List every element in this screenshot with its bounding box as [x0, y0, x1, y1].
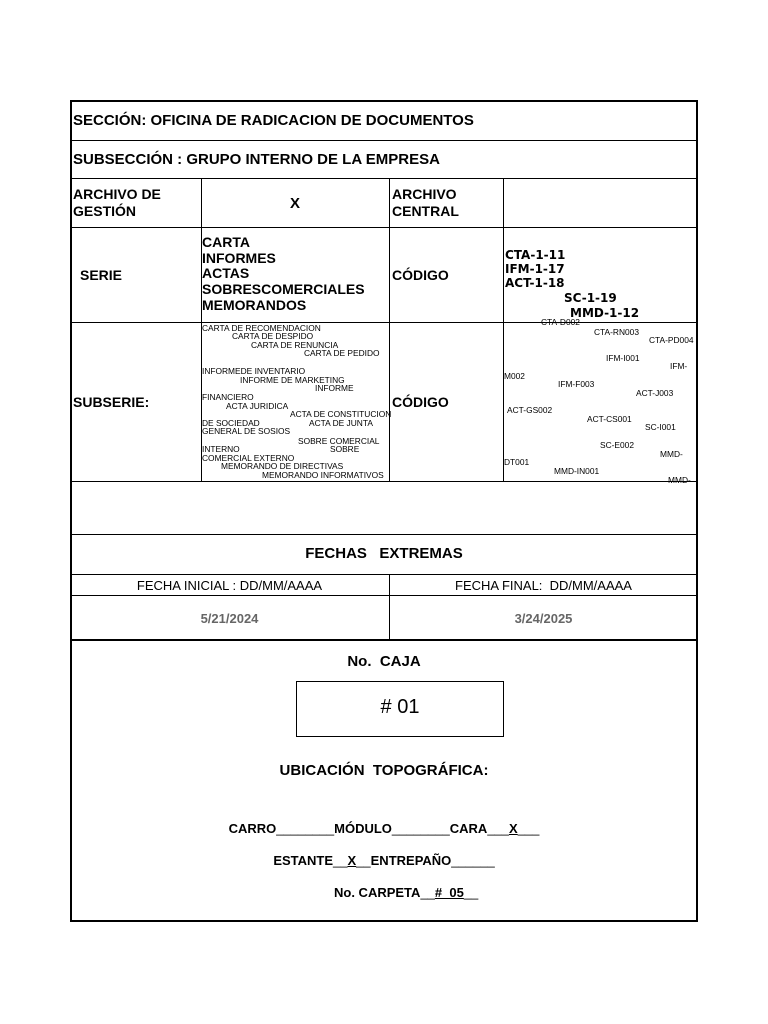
subserie-item: CARTA DE RENUNCIA: [251, 340, 339, 350]
subserie-item: ACTA JURIDICA: [226, 401, 289, 411]
subserie-code: IFM-F003: [558, 379, 595, 389]
column-line: [389, 178, 390, 482]
subserie-item: COMERCIAL EXTERNO: [202, 453, 295, 463]
caja-box: [296, 681, 504, 737]
subserie-code: M002: [504, 371, 525, 381]
fecha-final-value: 3/24/2025: [514, 611, 573, 626]
ubicacion-title: UBICACIÓN TOPOGRÁFICA:: [279, 762, 489, 779]
subserie-code: CTA-D002: [541, 317, 580, 327]
serie-item: ACTAS: [202, 265, 250, 282]
serie-item: INFORMES: [202, 249, 276, 266]
divider: [70, 481, 698, 482]
subserie-code: ACT-J003: [636, 388, 674, 398]
serie-list: [202, 235, 365, 314]
subserie-code: SC-E002: [600, 440, 634, 450]
divider: [70, 639, 698, 641]
carpeta-value: #_05: [434, 885, 464, 900]
archivo-central-label: ARCHIVO CENTRAL: [392, 186, 459, 219]
subserie-codigo-label: CÓDIGO: [392, 394, 449, 410]
divider: [70, 574, 698, 575]
fechas-title: FECHAS EXTREMAS: [305, 545, 463, 562]
border-bottom: [70, 920, 698, 922]
estante-value: X: [347, 853, 357, 868]
fecha-inicial-value: 5/21/2024: [200, 611, 259, 626]
subserie-label: SUBSERIE:: [73, 394, 150, 410]
subserie-code: MMD-: [660, 449, 683, 459]
serie-codigo-label: CÓDIGO: [392, 267, 449, 283]
section-title: SECCIÓN: OFICINA DE RADICACION DE DOCUMENTOS: [73, 112, 474, 129]
carro-line: CARRO________MÓDULO________CARA___X___: [228, 821, 540, 836]
subserie-item: INFORMEDE INVENTARIO: [202, 366, 306, 376]
subserie-code: ACT-CS001: [587, 414, 632, 424]
divider: [70, 534, 698, 535]
serie-code: MMD-1-12: [570, 306, 640, 320]
subserie-code: ACT-GS002: [507, 405, 553, 415]
caja-label: No. CAJA: [347, 653, 421, 670]
cara-value: X: [509, 821, 518, 836]
subserie-item: MEMORANDO DE DIRECTIVAS: [221, 461, 344, 471]
serie-item: MEMORANDOS: [202, 296, 307, 313]
caja-value: # 01: [380, 696, 420, 718]
carpeta-line: No. CARPETA__#_05__: [334, 885, 479, 900]
subsection-title: SUBSECCIÓN : GRUPO INTERNO DE LA EMPRESA: [73, 151, 440, 168]
serie-code: SC-1-19: [564, 291, 617, 305]
subserie-item: CARTA DE DESPIDO: [232, 331, 314, 341]
fecha-inicial-label: FECHA INICIAL : DD/MM/AAAA: [136, 578, 323, 593]
subserie-item: SOBRE: [330, 444, 360, 454]
subserie-code: CTA-RN003: [594, 327, 639, 337]
archivo-gestion-mark: X: [289, 195, 300, 212]
subserie-item: MEMORANDO INFORMATIVOS: [262, 470, 384, 480]
subserie-item: GENERAL DE SOSIOS: [202, 426, 291, 436]
subserie-code: SC-I001: [645, 422, 676, 432]
subserie-item: ACTA DE CONSTITUCION: [290, 409, 392, 419]
document-form: [70, 100, 698, 922]
border-top: [70, 100, 698, 102]
estante-line: ESTANTE__X__ENTREPAÑO______: [273, 853, 495, 868]
subserie-item: INFORME DE MARKETING: [240, 375, 345, 385]
subserie-code: DT001: [504, 457, 530, 467]
border-left: [70, 100, 72, 922]
serie-label: SERIE: [80, 267, 123, 283]
subserie-code: MMD-IN001: [554, 466, 600, 476]
subserie-item: DE SOCIEDAD: [202, 418, 260, 428]
subserie-code: CTA-PD004: [649, 335, 694, 345]
serie-code: ACT-1-18: [505, 276, 565, 290]
subserie-item: INFORME: [315, 383, 354, 393]
fecha-final-label: FECHA FINAL: DD/MM/AAAA: [455, 578, 632, 593]
subserie-item: CARTA DE PEDIDO: [304, 348, 380, 358]
subserie-code: MMD-: [668, 475, 691, 485]
divider: [70, 140, 698, 141]
subserie-item: CARTA DE RECOMENDACION: [202, 323, 321, 333]
divider: [70, 227, 698, 228]
serie-code: IFM-1-17: [505, 262, 565, 276]
subserie-item: SOBRE COMERCIAL: [298, 436, 380, 446]
serie-code: CTA-1-11: [505, 248, 566, 262]
border-right: [696, 100, 698, 922]
subserie-code: IFM-I001: [606, 353, 640, 363]
subserie-code: IFM-: [670, 361, 688, 371]
divider: [70, 595, 698, 596]
subserie-item: ACTA DE JUNTA: [309, 418, 373, 428]
subserie-codes: [504, 317, 696, 485]
subserie-item: INTERNO: [202, 444, 240, 454]
subserie-item: FINANCIERO: [202, 392, 254, 402]
serie-item: SOBRESCOMERCIALES: [202, 281, 365, 298]
serie-item: CARTA: [202, 234, 250, 250]
divider: [70, 178, 698, 179]
archivo-gestion-label: ARCHIVO DE GESTIÓN: [73, 186, 161, 219]
subserie-list: [202, 323, 392, 481]
